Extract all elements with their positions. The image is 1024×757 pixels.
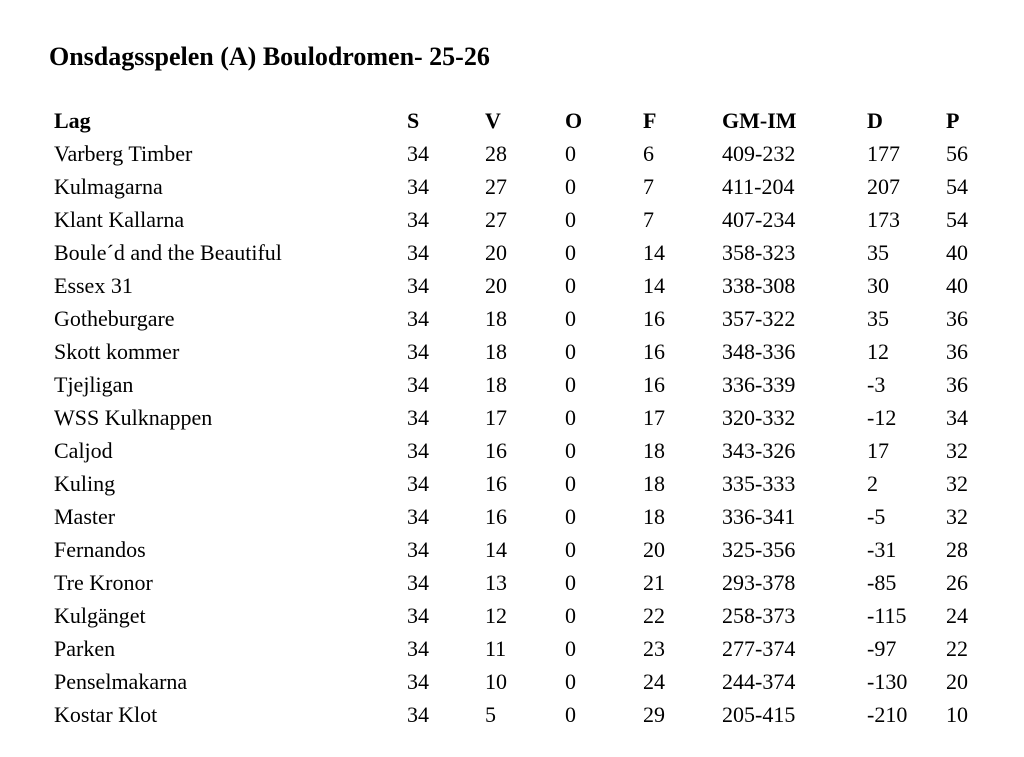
- cell-gm-im: 409-232: [722, 141, 796, 166]
- cell-v: 17: [485, 405, 507, 430]
- cell-f: 16: [643, 372, 665, 397]
- cell-s: 34: [407, 603, 429, 628]
- header-o: O: [565, 108, 583, 133]
- cell-team: Gotheburgare: [54, 306, 175, 331]
- cell-p: 32: [946, 471, 968, 496]
- cell-o: 0: [565, 603, 576, 628]
- cell-o: 0: [565, 306, 576, 331]
- table-row: [54, 632, 996, 665]
- cell-o: 0: [565, 372, 576, 397]
- cell-v: 27: [485, 207, 507, 232]
- cell-o: 0: [565, 570, 576, 595]
- table-row: [54, 401, 996, 434]
- cell-f: 14: [643, 240, 665, 265]
- cell-team: Boule´d and the Beautiful: [54, 240, 282, 265]
- cell-s: 34: [407, 240, 429, 265]
- cell-team: Skott kommer: [54, 339, 180, 364]
- cell-v: 18: [485, 306, 507, 331]
- table-row: [54, 698, 996, 731]
- cell-p: 36: [946, 372, 968, 397]
- cell-s: 34: [407, 405, 429, 430]
- cell-p: 32: [946, 438, 968, 463]
- header-p: P: [946, 108, 960, 133]
- cell-gm-im: 348-336: [722, 339, 796, 364]
- cell-team: Penselmakarna: [54, 669, 188, 694]
- cell-o: 0: [565, 636, 576, 661]
- cell-s: 34: [407, 339, 429, 364]
- cell-s: 34: [407, 273, 429, 298]
- cell-f: 18: [643, 504, 665, 529]
- table-row: [54, 170, 996, 203]
- cell-d: -115: [867, 603, 907, 628]
- cell-gm-im: 336-339: [722, 372, 796, 397]
- cell-gm-im: 358-323: [722, 240, 796, 265]
- cell-gm-im: 244-374: [722, 669, 796, 694]
- cell-d: 12: [867, 339, 889, 364]
- cell-s: 34: [407, 702, 429, 727]
- cell-v: 20: [485, 273, 507, 298]
- cell-team: Kostar Klot: [54, 702, 158, 727]
- cell-p: 40: [946, 273, 968, 298]
- cell-f: 29: [643, 702, 665, 727]
- table-row: [54, 467, 996, 500]
- header-lag: Lag: [54, 108, 91, 133]
- cell-f: 17: [643, 405, 665, 430]
- cell-team: Caljod: [54, 438, 113, 463]
- cell-f: 23: [643, 636, 665, 661]
- cell-team: Parken: [54, 636, 116, 661]
- cell-v: 27: [485, 174, 507, 199]
- header-f: F: [643, 108, 657, 133]
- table-row: [54, 137, 996, 170]
- table-row: [54, 335, 996, 368]
- cell-f: 16: [643, 339, 665, 364]
- cell-v: 16: [485, 504, 507, 529]
- cell-d: -210: [867, 702, 908, 727]
- cell-s: 34: [407, 438, 429, 463]
- page-title: Onsdagsspelen (A) Boulodromen- 25-26: [49, 42, 490, 71]
- header-d: D: [867, 108, 883, 133]
- cell-p: 34: [946, 405, 968, 430]
- cell-f: 7: [643, 207, 654, 232]
- table-row: [54, 533, 996, 566]
- cell-p: 22: [946, 636, 968, 661]
- cell-s: 34: [407, 207, 429, 232]
- cell-o: 0: [565, 174, 576, 199]
- cell-f: 18: [643, 438, 665, 463]
- cell-p: 28: [946, 537, 968, 562]
- cell-d: 207: [867, 174, 900, 199]
- cell-d: 173: [867, 207, 900, 232]
- cell-gm-im: 293-378: [722, 570, 796, 595]
- cell-team: Tjejligan: [54, 372, 134, 397]
- cell-s: 34: [407, 570, 429, 595]
- standings-table: [54, 104, 996, 731]
- table-row: [54, 665, 996, 698]
- cell-team: WSS Kulknappen: [54, 405, 213, 430]
- cell-d: 2: [867, 471, 878, 496]
- header-v: V: [485, 108, 501, 133]
- cell-v: 10: [485, 669, 507, 694]
- cell-team: Essex 31: [54, 273, 133, 298]
- cell-gm-im: 343-326: [722, 438, 796, 463]
- cell-v: 18: [485, 339, 507, 364]
- cell-s: 34: [407, 372, 429, 397]
- cell-o: 0: [565, 537, 576, 562]
- cell-v: 5: [485, 702, 496, 727]
- cell-f: 21: [643, 570, 665, 595]
- table-row: [54, 566, 996, 599]
- cell-gm-im: 325-356: [722, 537, 796, 562]
- cell-team: Master: [54, 504, 116, 529]
- table-row: [54, 203, 996, 236]
- cell-o: 0: [565, 207, 576, 232]
- cell-d: -31: [867, 537, 897, 562]
- cell-f: 18: [643, 471, 665, 496]
- cell-v: 20: [485, 240, 507, 265]
- cell-o: 0: [565, 504, 576, 529]
- cell-d: 177: [867, 141, 900, 166]
- cell-v: 11: [485, 636, 507, 661]
- table-row: [54, 368, 996, 401]
- cell-d: 35: [867, 306, 889, 331]
- cell-d: 30: [867, 273, 889, 298]
- cell-p: 20: [946, 669, 968, 694]
- cell-f: 20: [643, 537, 665, 562]
- table-row: [54, 500, 996, 533]
- cell-f: 7: [643, 174, 654, 199]
- cell-v: 16: [485, 471, 507, 496]
- cell-s: 34: [407, 174, 429, 199]
- cell-v: 12: [485, 603, 507, 628]
- cell-team: Klant Kallarna: [54, 207, 185, 232]
- cell-team: Tre Kronor: [54, 570, 153, 595]
- cell-o: 0: [565, 669, 576, 694]
- table-header-row: [54, 104, 996, 137]
- cell-v: 13: [485, 570, 507, 595]
- cell-o: 0: [565, 405, 576, 430]
- cell-d: -130: [867, 669, 908, 694]
- cell-s: 34: [407, 636, 429, 661]
- cell-v: 18: [485, 372, 507, 397]
- cell-v: 28: [485, 141, 507, 166]
- cell-d: -12: [867, 405, 897, 430]
- cell-f: 14: [643, 273, 665, 298]
- cell-s: 34: [407, 669, 429, 694]
- cell-p: 56: [946, 141, 968, 166]
- header-s: S: [407, 108, 420, 133]
- cell-team: Varberg Timber: [54, 141, 193, 166]
- cell-p: 24: [946, 603, 968, 628]
- cell-team: Kulmagarna: [54, 174, 163, 199]
- cell-p: 32: [946, 504, 968, 529]
- cell-s: 34: [407, 504, 429, 529]
- cell-s: 34: [407, 141, 429, 166]
- cell-gm-im: 407-234: [722, 207, 796, 232]
- cell-gm-im: 338-308: [722, 273, 796, 298]
- cell-d: -97: [867, 636, 897, 661]
- header-gm-im: GM-IM: [722, 108, 797, 133]
- cell-team: Fernandos: [54, 537, 146, 562]
- cell-p: 40: [946, 240, 968, 265]
- cell-d: 35: [867, 240, 889, 265]
- table-row: [54, 599, 996, 632]
- cell-gm-im: 336-341: [722, 504, 796, 529]
- cell-team: Kuling: [54, 471, 116, 496]
- cell-p: 10: [946, 702, 968, 727]
- cell-gm-im: 335-333: [722, 471, 796, 496]
- cell-p: 54: [946, 207, 968, 232]
- cell-o: 0: [565, 141, 576, 166]
- cell-team: Kulgänget: [54, 603, 146, 628]
- cell-s: 34: [407, 537, 429, 562]
- cell-s: 34: [407, 471, 429, 496]
- cell-f: 24: [643, 669, 665, 694]
- cell-p: 36: [946, 339, 968, 364]
- cell-v: 16: [485, 438, 507, 463]
- cell-d: -5: [867, 504, 886, 529]
- cell-p: 26: [946, 570, 968, 595]
- cell-d: -85: [867, 570, 897, 595]
- cell-gm-im: 320-332: [722, 405, 796, 430]
- table-row: [54, 269, 996, 302]
- cell-d: 17: [867, 438, 889, 463]
- cell-v: 14: [485, 537, 507, 562]
- cell-gm-im: 357-322: [722, 306, 796, 331]
- cell-o: 0: [565, 240, 576, 265]
- cell-o: 0: [565, 471, 576, 496]
- cell-o: 0: [565, 438, 576, 463]
- cell-gm-im: 277-374: [722, 636, 796, 661]
- cell-p: 54: [946, 174, 968, 199]
- cell-gm-im: 258-373: [722, 603, 796, 628]
- cell-f: 16: [643, 306, 665, 331]
- table-row: [54, 236, 996, 269]
- cell-s: 34: [407, 306, 429, 331]
- cell-d: -3: [867, 372, 886, 397]
- cell-gm-im: 411-204: [722, 174, 795, 199]
- table-row: [54, 302, 996, 335]
- cell-o: 0: [565, 273, 576, 298]
- cell-o: 0: [565, 702, 576, 727]
- cell-o: 0: [565, 339, 576, 364]
- cell-p: 36: [946, 306, 968, 331]
- table-row: [54, 434, 996, 467]
- cell-gm-im: 205-415: [722, 702, 796, 727]
- cell-f: 22: [643, 603, 665, 628]
- cell-f: 6: [643, 141, 654, 166]
